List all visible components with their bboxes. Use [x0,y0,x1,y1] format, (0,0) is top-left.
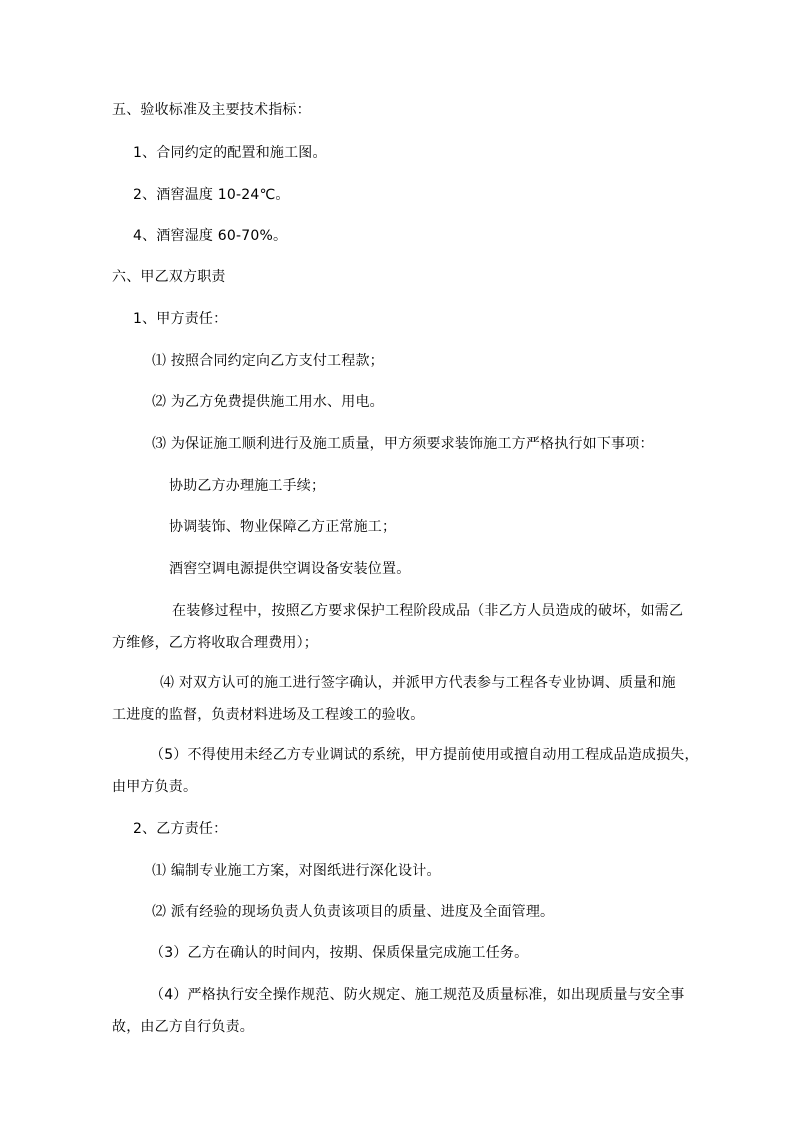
party-a-item-1: ⑴ 按照合同约定向乙方支付工程款； [152,353,384,369]
section-5-item-2: 2、酒窖温度 10-24℃。 [133,187,290,203]
party-b-item-1: ⑴ 编制专业施工方案，对图纸进行深化设计。 [152,863,441,879]
party-a-sub-3: 酒窖空调电源提供空调设备安装位置。 [169,561,411,577]
party-a-sub-4-line-1: 在装修过程中，按照乙方要求保护工程阶段成品（非乙方人员造成的破坏，如需乙 [172,603,684,619]
party-a-sub-4-line-2: 方维修，乙方将收取合理费用）； [112,635,318,651]
party-b-item-4-line-1: （4）严格执行安全操作规范、防火规定、施工规范及质量标准，如出现质量与安全事 [150,987,685,1003]
party-a-item-3: ⑶ 为保证施工顺利进行及施工质量，甲方须要求装饰施工方严格执行如下事项： [152,436,654,452]
section-5-item-4: 4、酒窖湿度 60-70%。 [133,228,288,244]
party-a-title: 1、甲方责任： [133,311,228,327]
party-a-item-2: ⑵ 为乙方免费提供施工用水、用电。 [152,394,384,410]
party-a-item-5-line-2: 由甲方负责。 [112,779,198,795]
section-5-heading: 五、验收标准及主要技术指标： [112,102,311,118]
party-b-item-3: （3）乙方在确认的时间内，按期、保质保量完成施工任务。 [150,945,529,961]
party-b-title: 2、乙方责任： [133,821,228,837]
party-b-item-2: ⑵ 派有经验的现场负责人负责该项目的质量、进度及全面管理。 [152,904,555,920]
party-a-item-5-line-1: （5）不得使用未经乙方专业调试的系统，甲方提前使用或擅自动用工程成品造成损失， [150,747,699,763]
party-a-sub-1: 协助乙方办理施工手续； [169,478,326,494]
party-b-item-4-line-2: 故，由乙方自行负责。 [112,1019,254,1035]
section-5-item-1: 1、合同约定的配置和施工图。 [133,145,327,161]
party-a-item-4-line-2: 工进度的监督，负责材料进场及工程竣工的验收。 [112,707,425,723]
section-6-heading: 六、甲乙双方职责 [112,269,226,285]
party-a-item-4-line-1: ⑷ 对双方认可的施工进行签字确认，并派甲方代表参与工程各专业协调、质量和施 [160,675,676,691]
party-a-sub-2: 协调装饰、物业保障乙方正常施工； [169,519,397,535]
